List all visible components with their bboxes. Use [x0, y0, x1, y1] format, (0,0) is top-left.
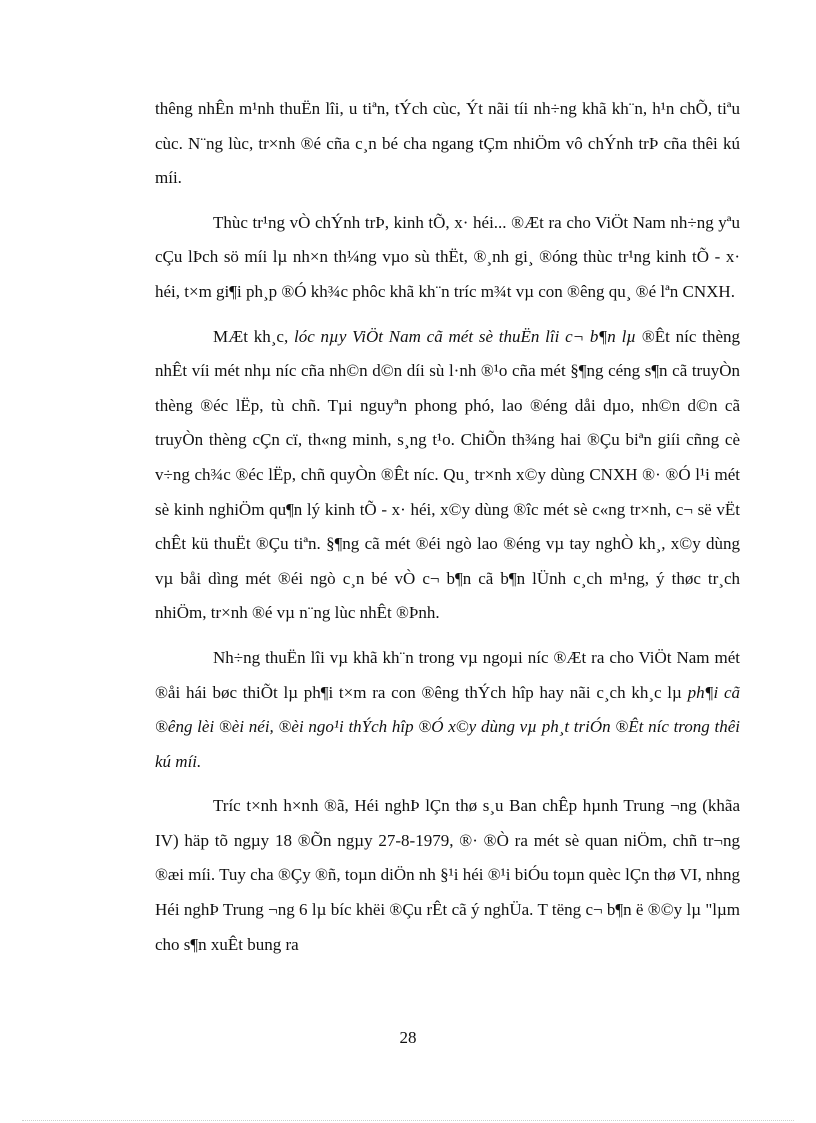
italic-text-segment: lóc nµy ViÖt Nam cã mét sè thuËn lîi c¬ b¶n lµ — [293, 326, 642, 346]
page-bottom-divider — [22, 1120, 794, 1121]
text-segment: Nh÷ng thuËn lîi vµ khã kh¨n trong vµ ngoµi níc ®Æt ra cho ViÖt Nam mét ®åi hái bøc thiÕt lµ ph¶i t×m ra con ®êng thÝch hîp hay nãi c¸ch kh¸c lµ — [155, 647, 740, 702]
text-segment: Thùc tr¹ng vÒ chÝnh trÞ, kinh tÕ, x· héi... ®Æt ra cho ViÖt Nam nh÷ng yªu cÇu lÞch sö míi lµ nh×n th¼ng vµo sù thËt, ®¸nh gi¸ ®óng thùc tr¹ng kinh tÕ - x· héi, t×m gi¶i ph¸p ®Ó kh¾c phôc khã kh¨n tríc m¾t vµ con ®êng qu¸ ®é lªn CNXH. — [155, 212, 740, 301]
paragraph — [155, 206, 740, 310]
paragraph — [155, 92, 740, 196]
text-segment: Tríc t×nh h×nh ®ã, Héi nghÞ lÇn thø s¸u Ban chÊp hµnh Trung ¬ng (khãa IV) häp tõ ngµy 18 ®Õn ngµy 27-8-1979, ®· ®Ò ra mét sè quan niÖm, chñ tr¬ng ®æi míi. Tuy cha ®Çy ®ñ, toµn diÖn nh §¹i héi ®¹i biÓu toµn quèc lÇn thø VI, nhng Héi nghÞ Trung ¬ng 6 lµ bíc khëi ®Çu rÊt cã ý nghÜa. T tëng c¬ b¶n ë ®©y lµ "lµm cho s¶n xuÊt bung ra — [155, 796, 741, 954]
text-segment: ®Êt níc thèng nhÊt víi mét nhµ níc cña nh©n d©n díi sù l·nh ®¹o cña mét §¶ng céng s¶n cã truyÒn thèng ®éc lËp, tù chñ. Tµi nguyªn phong phó, lao ®éng dåi dµo, nh©n d©n cã truyÒn thèng cÇn cï, th«ng minh, s¸ng t¹o. ChiÕn th¾ng hai ®Çu biªn giíi cñng cè v÷ng ch¾c ®éc lËp, chñ quyÒn ®Êt níc. Qu¸ tr×nh x©y dùng CNXH ®· ®Ó l¹i mét sè kinh nghiÖm qu¶n lý kinh tÕ - x· héi, x©y dùng ®îc mét sè c«ng tr×nh, c¬ së vËt chÊt kü thuËt ®Çu tiªn. §¶ng cã mét ®éi ngò lao ®éng vµ tay nghÒ kh¸, x©y dùng vµ båi dìng mét ®éi ngò c¸n bé vÒ c¬ b¶n cã b¶n lÜnh c¸ch m¹ng, ý thøc tr¸ch nhiÖm, tr×nh ®é vµ n¨ng lùc nhÊt ®Þnh. — [155, 326, 740, 623]
paragraph — [155, 320, 740, 631]
text-segment: MÆt kh¸c, — [213, 326, 294, 346]
page-number: 28 — [399, 1028, 417, 1047]
paragraph — [155, 789, 740, 962]
italic-text-segment: ph¶i cã ®êng lèi ®èi néi, ®èi ngo¹i thÝch hîp ®Ó x©y dùng vµ ph¸t triÓn ®Êt níc trong thêi kú míi. — [155, 682, 740, 771]
body-text — [155, 92, 740, 972]
paragraph — [155, 641, 740, 779]
text-segment: thêng nhÊn m¹nh thuËn lîi, u tiªn, tÝch cùc, Ýt nãi tíi nh÷ng khã kh¨n, h¹n chÕ, tiªu cùc. N¨ng lùc, tr×nh ®é cña c¸n bé cha ngang tÇm nhiÖm vô chÝnh trÞ cña thêi kú míi. — [155, 99, 740, 188]
